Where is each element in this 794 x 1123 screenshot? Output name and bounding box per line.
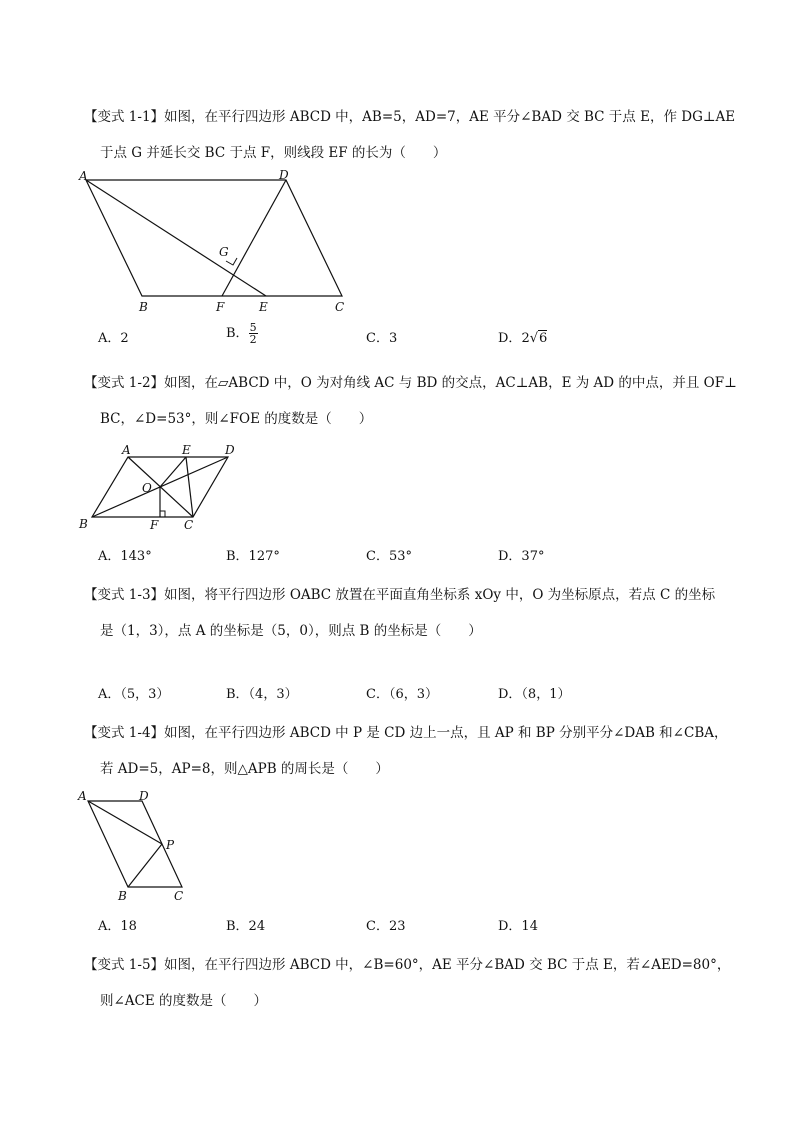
coefficient: 2 bbox=[521, 331, 530, 346]
segment-oe bbox=[160, 457, 186, 487]
problem-1-3-line-2: 是（1，3），点 A 的坐标是（5，0），则点 B 的坐标是（ ） bbox=[100, 623, 482, 639]
option-1-4-d[interactable]: D．14 bbox=[498, 919, 538, 934]
sqrt-sign: √ bbox=[529, 331, 539, 346]
label-d: D bbox=[225, 443, 235, 457]
label-b: B bbox=[118, 889, 127, 903]
option-1-3-a[interactable]: A．（5，3） bbox=[98, 687, 170, 702]
option-1-1-d[interactable] bbox=[498, 330, 547, 348]
option-1-4-c[interactable]: C．23 bbox=[366, 919, 406, 934]
problem-1-5-line-2: 则∠ACE 的度数是（ ） bbox=[100, 993, 268, 1009]
problem-1-1-line-1: 【变式 1-1】如图，在平行四边形 ABCD 中，AB=5，AD=7，AE 平分∠BAD 交 BC 于点 E，作 DG⊥AE bbox=[84, 109, 736, 125]
label-c: C bbox=[335, 300, 345, 314]
option-b-prefix: B． bbox=[226, 326, 249, 341]
option-1-4-a[interactable]: A．18 bbox=[98, 919, 137, 934]
label-d: D bbox=[139, 789, 149, 803]
figure-1-4 bbox=[74, 786, 204, 906]
option-1-3-d[interactable]: D．（8，1） bbox=[498, 687, 571, 702]
figure-1-1 bbox=[76, 170, 376, 320]
label-a: A bbox=[79, 170, 88, 183]
label-b: B bbox=[139, 300, 148, 314]
option-1-1-c[interactable]: C．3 bbox=[366, 331, 398, 346]
label-a: A bbox=[78, 789, 87, 803]
segment-ap bbox=[88, 801, 162, 844]
problem-1-2-line-1: 【变式 1-2】如图，在▱ABCD 中，O 为对角线 AC 与 BD 的交点，AC⊥AB，E 为 AD 的中点，并且 OF⊥ bbox=[84, 375, 737, 391]
fraction-numerator: 5 bbox=[249, 321, 257, 334]
option-1-3-b[interactable]: B．（4，3） bbox=[226, 687, 298, 702]
label-d: D bbox=[279, 170, 289, 182]
option-1-4-b[interactable]: B．24 bbox=[226, 919, 266, 934]
option-1-1-b[interactable] bbox=[226, 322, 258, 345]
label-c: C bbox=[174, 889, 184, 903]
option-1-2-d[interactable]: D．37° bbox=[498, 549, 545, 564]
problem-1-2-line-2: BC，∠D=53°，则∠FOE 的度数是（ ） bbox=[100, 411, 373, 427]
label-a: A bbox=[122, 443, 131, 457]
option-1-1-a[interactable]: A．2 bbox=[98, 331, 129, 346]
label-e: E bbox=[182, 443, 191, 457]
problem-1-4-line-1: 【变式 1-4】如图，在平行四边形 ABCD 中 P 是 CD 边上一点，且 AP 和 BP 分别平分∠DAB 和∠CBA， bbox=[84, 725, 728, 741]
label-c: C bbox=[184, 518, 194, 532]
problem-1-3-line-1: 【变式 1-3】如图，将平行四边形 OABC 放置在平面直角坐标系 xOy 中，O 为坐标原点，若点 C 的坐标 bbox=[84, 587, 716, 603]
label-b: B bbox=[79, 517, 88, 531]
option-1-3-c[interactable]: C．（6，3） bbox=[366, 687, 438, 702]
figure-1-2 bbox=[76, 440, 246, 540]
segment-bp bbox=[128, 844, 162, 887]
right-angle-mark-g bbox=[226, 258, 237, 265]
option-d-prefix: D． bbox=[498, 331, 522, 346]
segment-df bbox=[222, 180, 286, 296]
segment-ce bbox=[186, 457, 193, 517]
label-g: G bbox=[219, 245, 229, 259]
option-1-2-b[interactable]: B．127° bbox=[226, 549, 280, 564]
right-angle-mark-f bbox=[160, 511, 165, 517]
parallelogram-abcd bbox=[86, 180, 342, 296]
problem-1-4-line-2: 若 AD=5，AP=8，则△APB 的周长是（ ） bbox=[100, 761, 389, 777]
segment-ae bbox=[86, 180, 266, 296]
fraction-five-halves bbox=[249, 322, 258, 345]
label-f: F bbox=[216, 300, 225, 314]
option-1-2-c[interactable]: C．53° bbox=[366, 549, 412, 564]
problem-1-1-line-2: 于点 G 并延长交 BC 于点 F，则线段 EF 的长为（ ） bbox=[100, 145, 447, 161]
option-1-2-a[interactable]: A．143° bbox=[98, 549, 152, 564]
label-o: O bbox=[142, 481, 152, 495]
radicand: 6 bbox=[539, 331, 548, 346]
fraction-denominator: 2 bbox=[249, 333, 257, 346]
label-e: E bbox=[259, 300, 268, 314]
label-f: F bbox=[150, 518, 159, 532]
problem-1-5-line-1: 【变式 1-5】如图，在平行四边形 ABCD 中，∠B=60°，AE 平分∠BAD 交 BC 于点 E，若∠AED=80°， bbox=[84, 957, 731, 973]
label-p: P bbox=[166, 838, 175, 852]
